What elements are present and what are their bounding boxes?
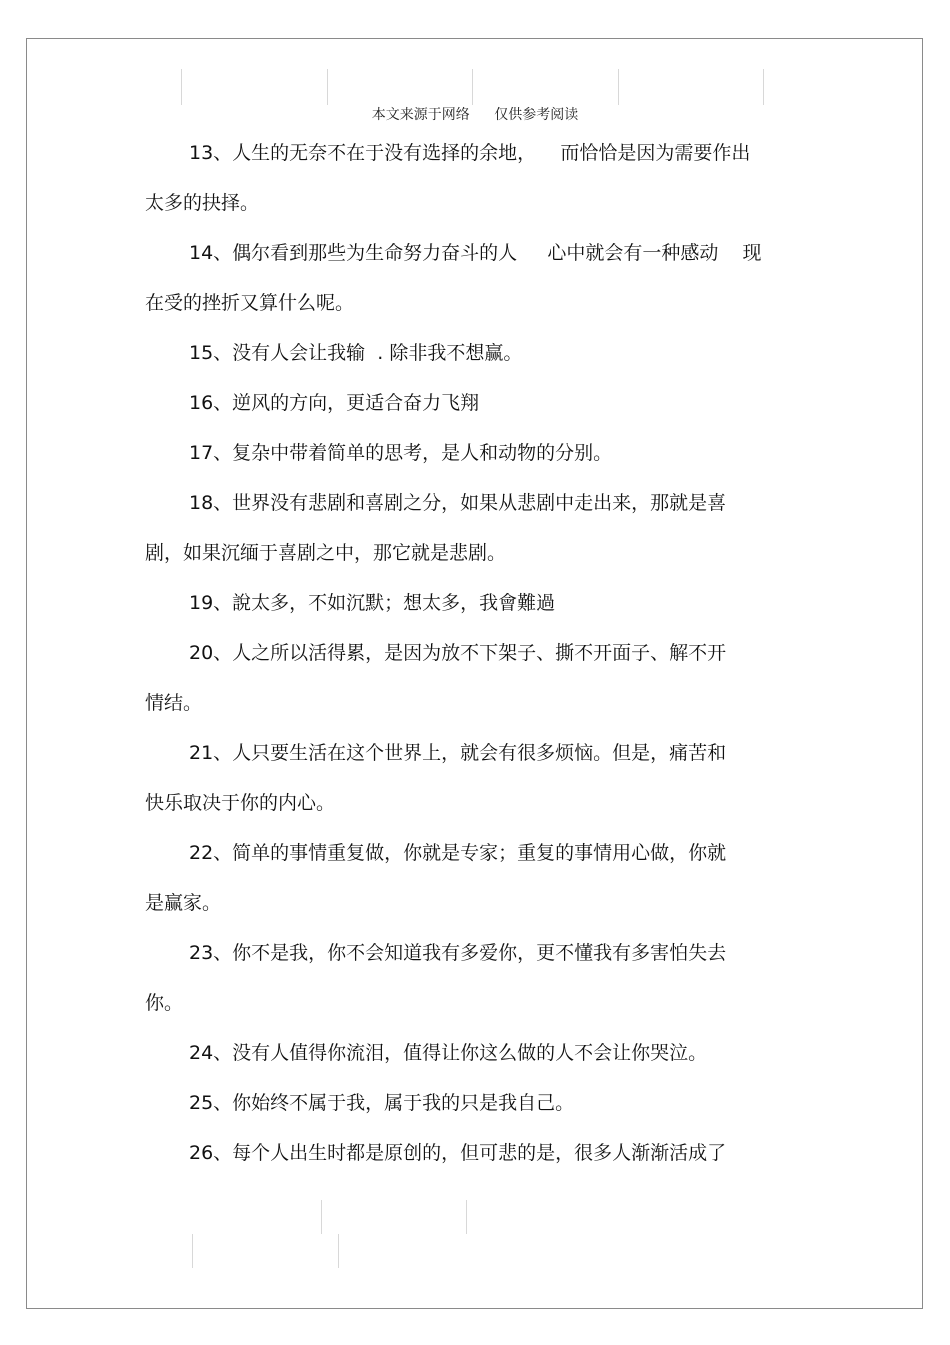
header-reference: 仅供参考阅读 [494,107,579,123]
para-first-line: 20、人之所以活得累，是因为放不下架子、撕不开面子、解不开 [189,642,727,664]
para-first-line: 23、你不是我，你不会知道我有多爱你，更不懂我有多害怕失去 [189,942,727,964]
para-first-line: 14、偶尔看到那些为生命努力奋斗的人 心中就会有一种感动 现 [189,242,762,264]
header-source: 本文来源于网络 [371,107,470,123]
para-continuation: 在受的挫折又算什么呢。 [145,292,355,314]
decor-line [472,69,473,105]
document-body [145,128,805,1178]
decor-line [466,1200,467,1234]
para-first-line: 13、人生的无奈不在于没有选择的余地， 而恰恰是因为需要作出 [189,142,751,164]
quote-17 [145,428,805,478]
decor-line [192,1234,193,1268]
para-first-line: 21、人只要生活在这个世界上，就会有很多烦恼。但是，痛苦和 [189,742,727,764]
quote-24 [145,1028,805,1078]
para-continuation: 情结。 [145,692,203,714]
quote-14 [145,228,805,328]
decor-line [338,1234,339,1268]
quote-15 [145,328,805,378]
quote-18 [145,478,805,578]
quote-23 [145,928,805,1028]
para-first-line: 18、世界没有悲剧和喜剧之分，如果从悲剧中走出来，那就是喜 [189,492,727,514]
para-first-line: 24、没有人值得你流泪，值得让你这么做的人不会让你哭泣。 [189,1042,708,1064]
decor-line [321,1200,322,1234]
para-continuation: 你。 [145,992,184,1014]
page-header [0,104,950,124]
quote-13 [145,128,805,228]
quote-25 [145,1078,805,1128]
quote-21 [145,728,805,828]
para-first-line: 26、每个人出生时都是原创的，但可悲的是，很多人渐渐活成了 [189,1142,727,1164]
para-continuation: 快乐取决于你的内心。 [145,792,336,814]
para-first-line: 17、复杂中带着简单的思考，是人和动物的分别。 [189,442,613,464]
decor-line [618,69,619,105]
para-first-line: 25、你始终不属于我，属于我的只是我自己。 [189,1092,575,1114]
para-first-line: 19、說太多，不如沉默；想太多，我會難過 [189,592,556,614]
para-continuation: 太多的抉择。 [145,192,260,214]
para-continuation: 剧，如果沉缅于喜剧之中，那它就是悲剧。 [145,542,507,564]
decor-line [181,69,182,105]
quote-20 [145,628,805,728]
para-first-line: 22、简单的事情重复做，你就是专家；重复的事情用心做，你就 [189,842,727,864]
para-first-line: 15、没有人会让我输 . 除非我不想赢。 [189,342,523,364]
para-continuation: 是赢家。 [145,892,222,914]
quote-16 [145,378,805,428]
quote-19 [145,578,805,628]
decor-line [763,69,764,105]
decor-line [327,69,328,105]
para-first-line: 16、逆风的方向，更适合奋力飞翔 [189,392,480,414]
quote-22 [145,828,805,928]
quote-26 [145,1128,805,1178]
